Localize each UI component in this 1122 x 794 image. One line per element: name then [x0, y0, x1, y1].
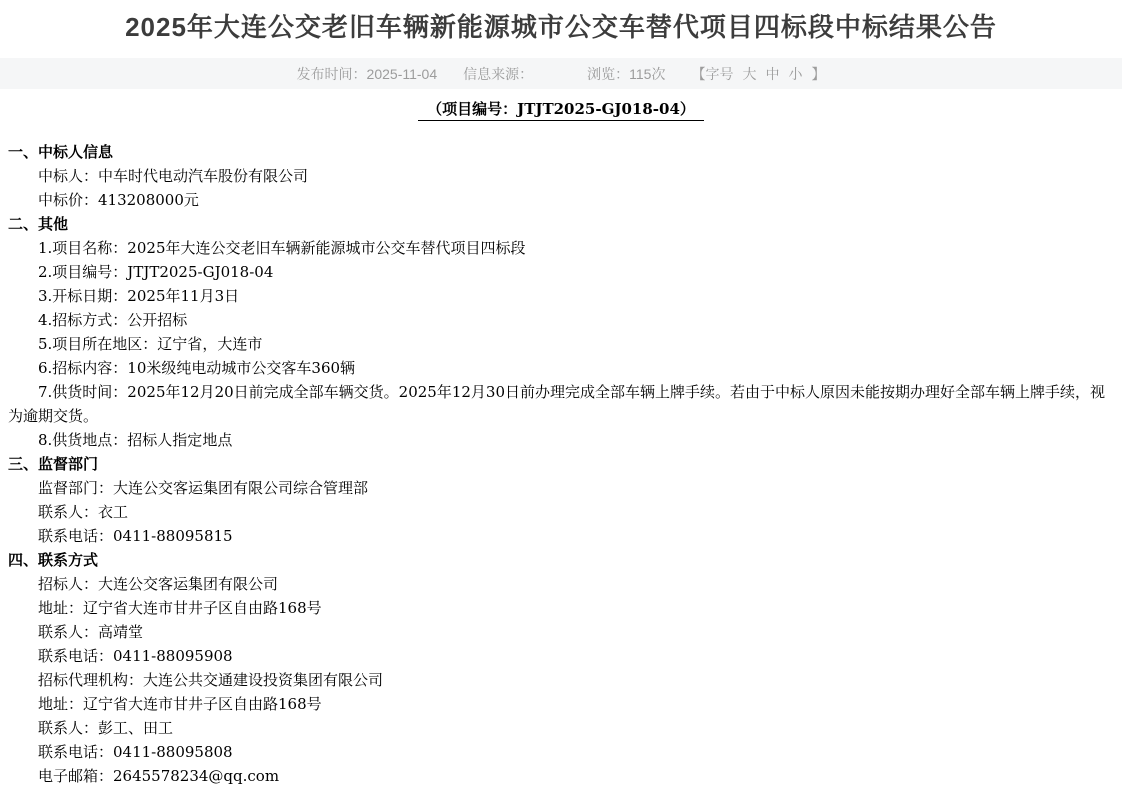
view-count-label: 浏览：: [587, 65, 630, 82]
supervision-contact-line: 联系人：衣工: [38, 503, 129, 521]
project-location-line: 5.项目所在地区：辽宁省，大连市: [38, 335, 263, 353]
section-3-heading: 三、监督部门: [8, 455, 99, 473]
section-2-heading: 二、其他: [8, 215, 69, 233]
font-size-medium-button[interactable]: 中: [765, 65, 780, 82]
info-source-label: 信息来源：: [463, 65, 534, 82]
subtitle-row: [0, 100, 1122, 121]
font-size-suffix: 】: [811, 65, 826, 82]
delivery-time-line: 7.供货时间：2025年12月20日前完成全部车辆交货。2025年12月30日前办理完成全部车辆上牌手续。若由于中标人原因未能按期办理好全部车辆上牌手续，视为逾期交货。: [8, 383, 1106, 425]
agency-address-line: 地址：辽宁省大连市甘井子区自由路168号: [38, 695, 322, 713]
delivery-place-line: 8.供货地点：招标人指定地点: [38, 431, 233, 449]
announcement-page: [0, 8, 1122, 794]
page-title: 2025年大连公交老旧车辆新能源城市公交车替代项目四标段中标结果公告: [125, 12, 997, 42]
section-1-heading: 一、中标人信息: [8, 143, 114, 161]
tenderer-address-line: 地址：辽宁省大连市甘井子区自由路168号: [38, 599, 322, 617]
font-size-prefix: 【字号: [691, 65, 734, 82]
font-size-control: [691, 64, 825, 84]
winner-price-line: 中标价：413208000元: [38, 191, 199, 209]
font-size-large-button[interactable]: 大: [742, 65, 757, 82]
project-number-subtitle: （项目编号：JTJT2025-GJ018-04）: [418, 100, 704, 121]
font-size-small-button[interactable]: 小: [788, 65, 803, 82]
view-count-value: 115次: [629, 65, 666, 82]
supervision-phone-line: 联系电话：0411-88095815: [38, 527, 233, 545]
publish-time-label: 发布时间：: [296, 65, 367, 82]
info-source: [463, 64, 561, 84]
agency-contact-line: 联系人：彭工、田工: [38, 719, 174, 737]
tender-method-line: 4.招标方式：公开招标: [38, 311, 188, 329]
tenderer-phone-line: 联系电话：0411-88095908: [38, 647, 233, 665]
publish-time-value: 2025-11-04: [366, 65, 438, 82]
project-name-line: 1.项目名称：2025年大连公交老旧车辆新能源城市公交车替代项目四标段: [38, 239, 526, 257]
document-body: [0, 121, 1122, 794]
meta-bar: [0, 58, 1122, 89]
publish-time: [297, 64, 438, 84]
bid-opening-date-line: 3.开标日期：2025年11月3日: [38, 287, 240, 305]
tenderer-contact-line: 联系人：高靖堂: [38, 623, 144, 641]
agency-name-line: 招标代理机构：大连公共交通建设投资集团有限公司: [38, 671, 384, 689]
tenderer-name-line: 招标人：大连公交客运集团有限公司: [38, 575, 279, 593]
tender-content-line: 6.招标内容：10米级纯电动城市公交客车360辆: [38, 359, 356, 377]
project-number-line: 2.项目编号：JTJT2025-GJ018-04: [38, 263, 274, 281]
supervision-department-line: 监督部门：大连公交客运集团有限公司综合管理部: [38, 479, 369, 497]
view-count: [587, 64, 665, 84]
agency-phone-line: 联系电话：0411-88095808: [38, 743, 233, 761]
agency-email-line: 电子邮箱：2645578234@qq.com: [38, 767, 280, 785]
winner-name-line: 中标人：中车时代电动汽车股份有限公司: [38, 167, 309, 185]
section-4-heading: 四、联系方式: [8, 551, 99, 569]
